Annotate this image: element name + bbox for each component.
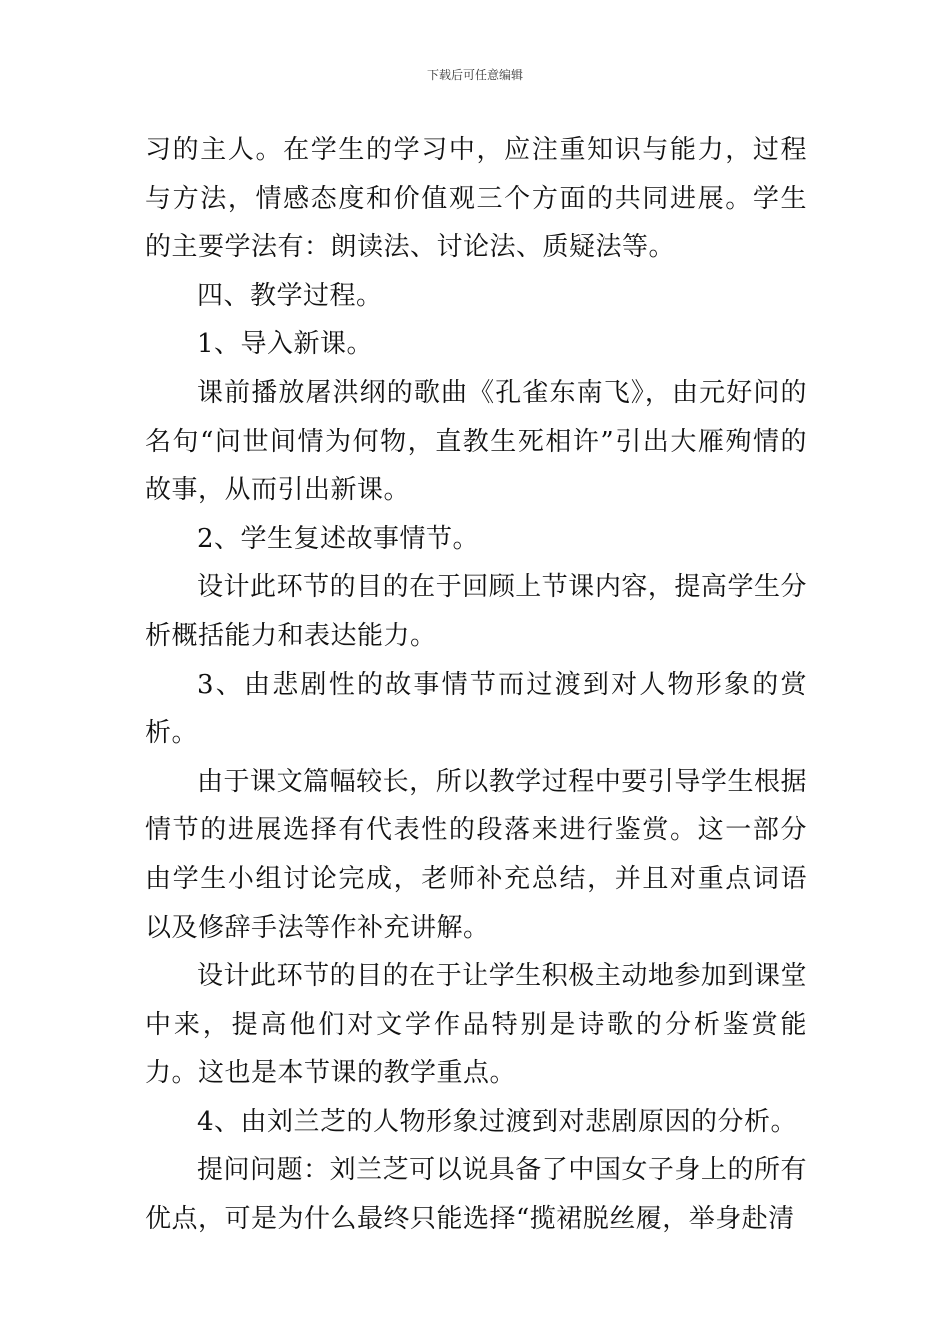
paragraph-8: 由于课文篇幅较长，所以教学过程中要引导学生根据情节的进展选择有代表性的段落来进行鉴赏。这一部分由学生小组讨论完成，老师补充总结，并且对重点词语以及修辞手法等作补充讲解。: [145, 766, 807, 943]
paragraph-2: 四、教学过程。: [197, 280, 383, 311]
paragraph-6: 设计此环节的目的在于回顾上节课内容，提高学生分析概括能力和表达能力。: [145, 572, 807, 651]
paragraph-3: 1、导入新课。: [197, 329, 374, 360]
paragraph-11: 提问问题：刘兰芝可以说具备了中国女子身上的所有优点，可是为什么最终只能选择“揽裙脱丝履，举身赴清: [145, 1155, 807, 1235]
paragraph-1: 习的主人。在学生的学习中，应注重知识与能力，过程与方法，情感态度和价值观三个方面的共同进展。学生的主要学法有：朗读法、讨论法、质疑法等。: [145, 135, 807, 263]
paragraph-5: 2、学生复述故事情节。: [197, 523, 480, 554]
paragraph-9: 设计此环节的目的在于让学生积极主动地参加到课堂中来，提高他们对文学作品特别是诗歌的分析鉴赏能力。这也是本节课的教学重点。: [145, 961, 807, 1089]
paragraph-7: 3、由悲剧性的故事情节而过渡到对人物形象的赏析。: [145, 669, 807, 749]
document-body: [145, 126, 807, 1244]
paragraph-10: 4、由刘兰芝的人物形象过渡到对悲剧原因的分析。: [197, 1106, 798, 1137]
page-header-note: 下载后可任意编辑: [426, 68, 523, 82]
paragraph-4: 课前播放屠洪纲的歌曲《孔雀东南飞》，由元好问的名句“问世间情为何物，直教生死相许”引出大雁殉情的故事，从而引出新课。: [145, 377, 807, 506]
